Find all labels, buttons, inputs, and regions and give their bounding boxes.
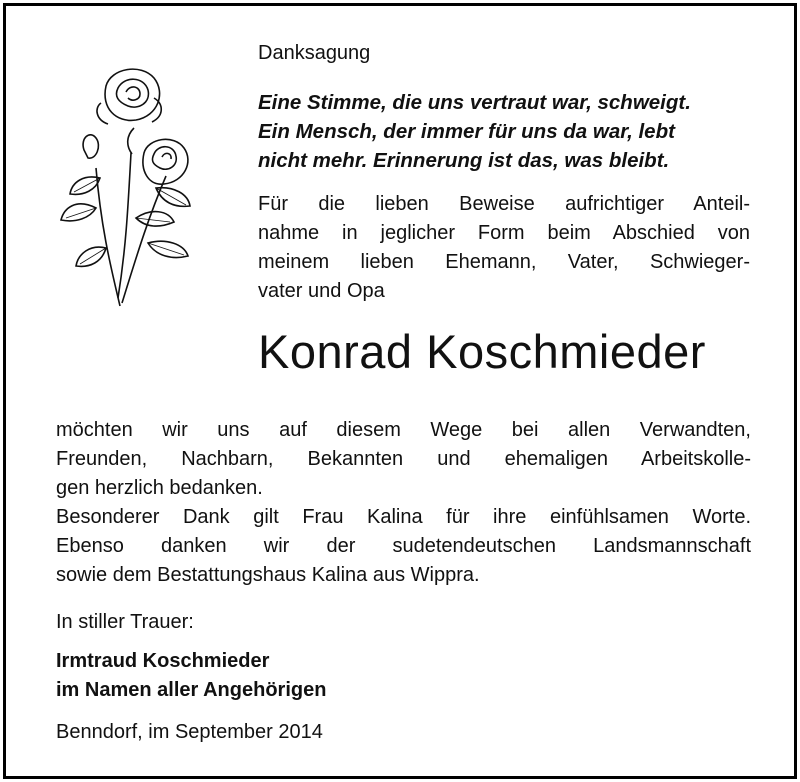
intro-line: Für die lieben Beweise aufrichtiger Anteil- [258,193,750,215]
body-line: gen herzlich bedanken. [56,477,263,499]
body-line: Besonderer Dank gilt Frau Kalina für ihre einfühlsamen Worte. [56,506,751,528]
verse-line: Ein Mensch, der immer für uns da war, lebt [258,120,675,143]
verse-line: nicht mehr. Erinnerung ist das, was bleibt. [258,149,670,172]
body-line: möchten wir uns auf diesem Wege bei allen Verwandten, [56,419,751,441]
mourning-label: In stiller Trauer: [56,611,194,633]
intro-text [258,190,750,306]
body-line: Ebenso danken wir der sudetendeutschen Landsmannschaft [56,535,751,557]
signer-name: Irmtraud Koschmieder [56,650,270,672]
thanks-text [56,416,751,590]
body-line: Freunden, Nachbarn, Bekannten und ehemaligen Arbeitskolle- [56,448,751,470]
signer-note: im Namen aller Angehörigen [56,679,327,701]
body-line: sowie dem Bestattungshaus Kalina aus Wippra. [56,564,480,586]
memorial-verse [258,88,691,175]
deceased-name: Konrad Koschmieder [258,325,706,378]
intro-line: nahme in jeglicher Form beim Abschied von [258,222,750,244]
intro-line: vater und Opa [258,280,385,302]
place-date: Benndorf, im September 2014 [56,721,323,743]
verse-line: Eine Stimme, die uns vertraut war, schweigt. [258,91,691,114]
notice-heading: Danksagung [258,42,371,64]
roses-illustration [56,58,206,328]
intro-line: meinem lieben Ehemann, Vater, Schwieger- [258,251,750,273]
signer-block [56,647,326,705]
obituary-notice [3,3,797,779]
